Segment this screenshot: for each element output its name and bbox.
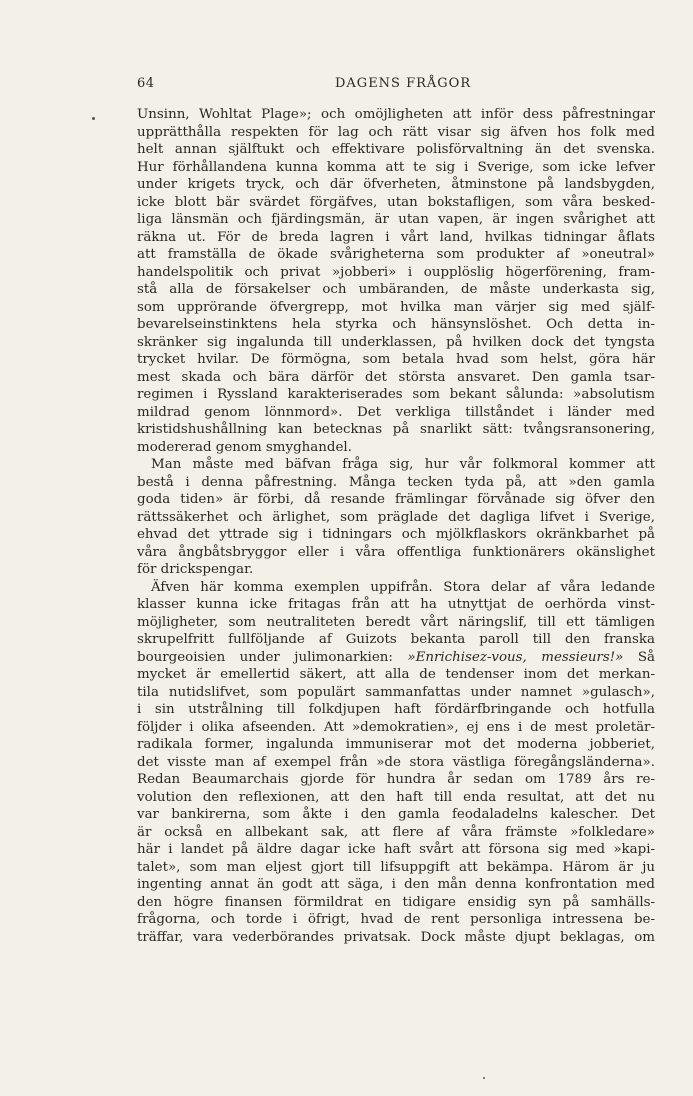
text-line: bevarelseinstinktens hela styrka och hänsynslöshet. Och detta in- [137,317,655,332]
text-line: kristidshushållning kan betecknas på snarlikt sätt: tvångsransonering, [137,422,655,437]
text-line: Äfven här komma exemplen uppifrån. Stora delar af våra ledande [151,579,655,595]
text-line: trycket hvilar. De förmögna, som betala hvad som helst, göra här [137,352,655,367]
text-line: mycket är emellertid säkert, att alla de tendenser inom det merkan- [137,667,655,682]
body-text [137,106,655,946]
text-line: här i landet på äldre dagar icke haft svårt att försona sig med »kapi- [137,842,655,857]
text-line: regimen i Ryssland karakteriserades som bekant sålunda: »absolutism [137,387,655,402]
running-title: DAGENS FRÅGOR [335,76,472,91]
text-line: klasser kunna icke fritagas från att ha utnyttjat de oerhörda vinst- [137,597,655,612]
text-line: var bankirerna, som åkte i den gamla feodaladelns kalescher. Det [137,807,655,822]
text-line: Hur förhållandena kunna komma att te sig i Sverige, som icke lefver [137,159,655,175]
text-line: mest skada och bära därför det största ansvaret. Den gamla tsar- [137,369,655,385]
text-line: Man måste med bäfvan fråga sig, hur vår folkmoral kommer att [151,457,655,472]
text-line: att framställa de ökade svårigheterna som produkter af »oneutral» [137,247,655,262]
text-line: skränker sig ingalunda till underklassen, på hvilken dock det tyngsta [137,334,655,350]
text-line: skrupelfritt fullföljande af Guizots bekanta paroll till den franska [137,632,655,647]
text-line: handelspolitik och privat »jobberi» i oupplöslig högerförening, fram- [137,264,655,280]
print-speck [92,117,95,120]
text-line: Unsinn, Wohltat Plage»; och omöjligheten att inför dess påfrestningar [137,107,655,122]
text-line: stå alla de försakelser och umbäranden, de måste underkasta sig, [137,282,655,297]
text-line: räkna ut. För de breda lagren i vårt land, hvilkas tidningar åflats [137,229,655,245]
text-line: är också en allbekant sak, att flere af våra främste »folkledare» [137,824,655,840]
text-line: volution den reflexionen, att den haft till enda resultat, att det nu [137,789,655,805]
print-speck [483,1077,485,1079]
quoted-phrase: »Enrichisez-vous, messieurs!» [407,649,624,665]
text-line: helt annan själftukt och effektivare polisförvaltning än det svenska. [137,142,655,157]
text-line: goda tiden» är förbi, då resande främlingar förvånade sig öfver den [137,492,655,507]
text-line: det visste man af exempel från »de stora västliga föregångsländerna». [137,754,655,770]
text-line: möjligheter, som neutraliteten beredt vårt näringslif, till ett tämligen [137,614,655,630]
text-line: tila nutidslifvet, som populärt sammanfattas under namnet »gulasch», [137,684,655,700]
text-line: bourgeoisien under julimonarkien: »Enrichisez-vous, messieurs!» Så [137,649,655,665]
page-number: 64 [137,76,155,91]
text-line: talet», som man eljest gjort till lifsuppgift att bekämpa. Härom är ju [137,859,655,875]
text-line: under krigets tryck, och där öfverheten, åtminstone på landsbygden, [137,177,655,192]
text-line: rättssäkerhet och ärlighet, som präglade det dagliga lifvet i Sverige, [137,509,655,525]
text-line: modererad genom smyghandel. [137,439,352,455]
text-line: Redan Beaumarchais gjorde för hundra år sedan om 1789 års re- [137,772,655,787]
text-line: mildrad genom lönnmord». Det verkliga tillståndet i länder med [137,404,655,420]
text-line: följder i olika afseenden. Att »demokratien», ej ens i de mest proletär- [137,719,655,735]
text-line: den högre finansen förmildrat en tidigare ensidig syn på samhälls- [137,894,655,910]
text-line: bestå i denna påfrestning. Många tecken tyda på, att »den gamla [137,474,655,490]
text-line: frågorna, och torde i öfrigt, hvad de rent personliga intressena be- [137,912,655,927]
text-line: ehvad det yttrade sig i tidningars och mjölkflaskors okränkbarhet på [137,527,655,542]
text-line: radikala former, ingalunda immuniserar mot det moderna jobberiet, [137,737,655,752]
text-line: våra ångbåtsbryggor eller i våra offentliga funktionärers okänslighet [137,544,655,560]
text-line: icke blott bär svärdet förgäfves, utan bokstafligen, som våra besked- [137,194,655,210]
text-line: liga länsmän och fjärdingsmän, är utan vapen, är ingen svårighet att [137,212,655,227]
text-line: i sin utstrålning till folkdjupen haft fördärfbringande och hotfulla [137,702,655,717]
text-line: som upprörande öfvergrepp, mot hvilka man värjer sig med själf- [137,299,655,315]
text-line: träffar, vara vederbörandes privatsak. Dock måste djupt beklagas, om [137,929,655,945]
text-line: för drickspengar. [137,562,254,577]
page-header [137,76,655,96]
text-line: upprätthålla respekten för lag och rätt visar sig äfven hos folk med [137,124,655,140]
text-line: ingenting annat än godt att säga, i den mån denna konfrontation med [137,877,655,892]
